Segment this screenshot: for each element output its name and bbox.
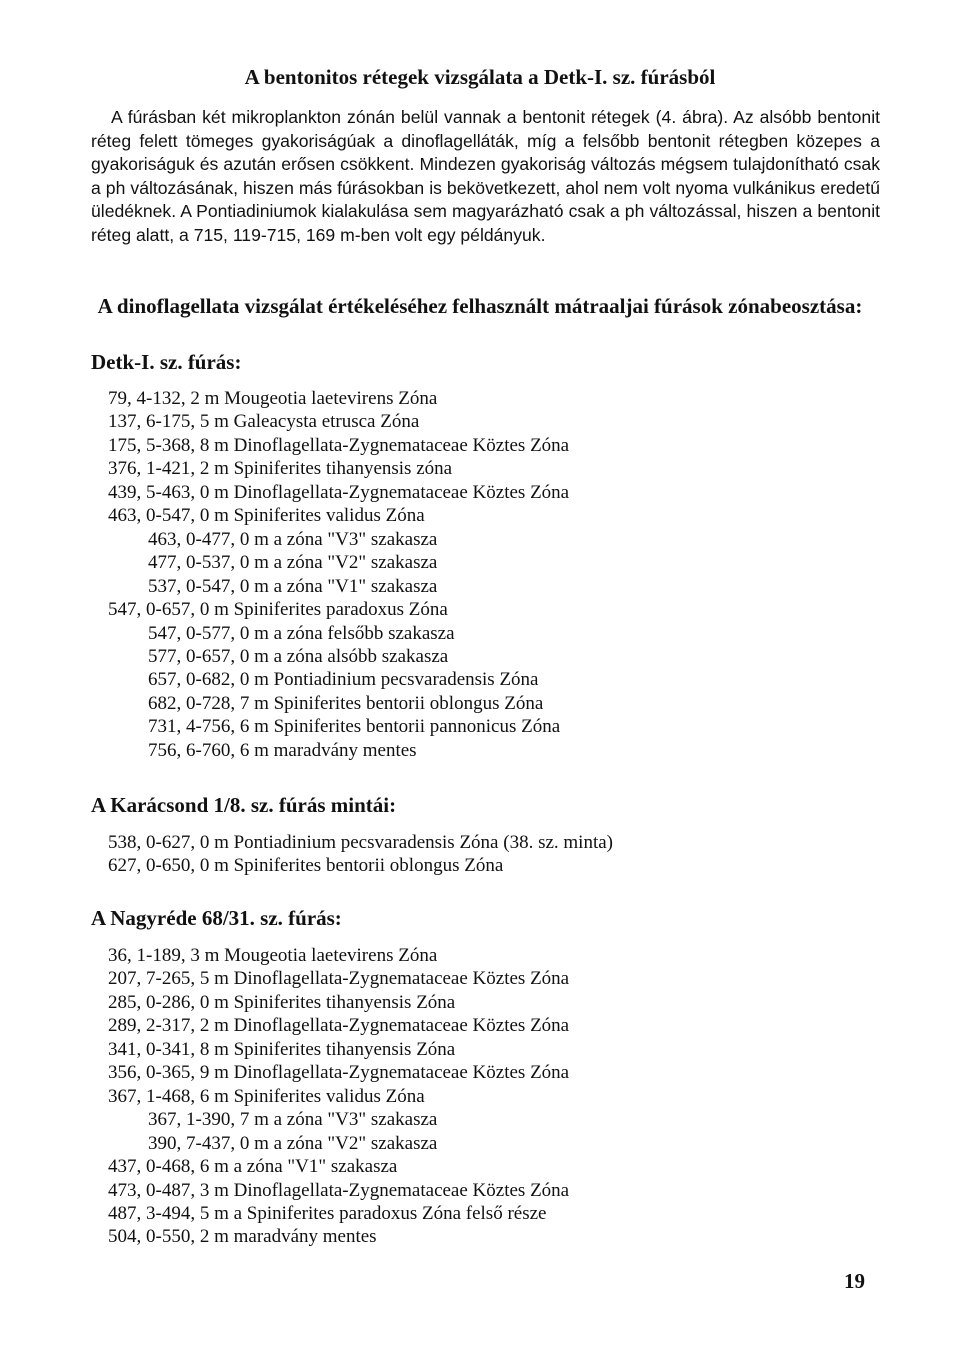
zone-subitem: 731, 4-756, 6 m Spiniferites bentorii pannonicus Zóna bbox=[148, 716, 561, 738]
section-heading-nagyrede: A Nagyréde 68/31. sz. fúrás: bbox=[91, 906, 342, 930]
zone-subitem: 577, 0-657, 0 m a zóna alsóbb szakasza bbox=[148, 645, 449, 667]
zone-item: 367, 1-468, 6 m Spiniferites validus Zóna bbox=[108, 1085, 425, 1107]
zone-item: 538, 0-627, 0 m Pontiadinium pecsvaradensis Zóna (38. sz. minta) bbox=[108, 832, 613, 853]
zone-item: 473, 0-487, 3 m Dinoflagellata-Zygnemataceae Köztes Zóna bbox=[108, 1179, 570, 1201]
zone-item: 463, 0-547, 0 m Spiniferites validus Zóna bbox=[108, 505, 425, 527]
zone-item: 627, 0-650, 0 m Spiniferites bentorii oblongus Zóna bbox=[108, 855, 504, 877]
zone-subitem: 463, 0-477, 0 m a zóna "V3" szakasza bbox=[148, 528, 438, 550]
page-number: 19 bbox=[844, 1269, 865, 1293]
zone-item: 504, 0-550, 2 m maradvány mentes bbox=[108, 1226, 377, 1248]
zonation-subtitle: A dinoflagellata vizsgálat értékeléséhez felhasznált mátraaljai fúrások zónabeosztása: bbox=[97, 294, 863, 318]
section-heading-karacsond: A Karácsond 1/8. sz. fúrás mintái: bbox=[91, 793, 397, 817]
zone-subitem: 547, 0-577, 0 m a zóna felsőbb szakasza bbox=[148, 622, 455, 644]
zone-item: 289, 2-317, 2 m Dinoflagellata-Zygnemataceae Köztes Zóna bbox=[108, 1015, 570, 1037]
zone-item: 487, 3-494, 5 m a Spiniferites paradoxus Zóna felső része bbox=[108, 1202, 547, 1224]
page-title: A bentonitos rétegek vizsgálata a Detk-I. sz. fúrásból bbox=[244, 65, 716, 89]
zone-subitem: 367, 1-390, 7 m a zóna "V3" szakasza bbox=[148, 1109, 438, 1131]
intro-paragraph bbox=[91, 106, 880, 247]
zone-subitem: 682, 0-728, 7 m Spiniferites bentorii oblongus Zóna bbox=[148, 692, 544, 714]
zone-list-karacsond bbox=[108, 831, 613, 878]
zone-item: 207, 7-265, 5 m Dinoflagellata-Zygnemataceae Köztes Zóna bbox=[108, 968, 570, 990]
zone-subitem: 390, 7-437, 0 m a zóna "V2" szakasza bbox=[148, 1132, 438, 1154]
zone-item: 356, 0-365, 9 m Dinoflagellata-Zygnemataceae Köztes Zóna bbox=[108, 1062, 570, 1084]
zone-item: 175, 5-368, 8 m Dinoflagellata-Zygnemataceae Köztes Zóna bbox=[108, 434, 570, 456]
zone-list-nagyrede bbox=[108, 944, 569, 1249]
zone-item: 437, 0-468, 6 m a zóna "V1" szakasza bbox=[108, 1156, 398, 1178]
section-heading-detk: Detk-I. sz. fúrás: bbox=[91, 350, 242, 374]
zone-item: 79, 4-132, 2 m Mougeotia laetevirens Zóna bbox=[108, 388, 438, 409]
zone-subitem: 657, 0-682, 0 m Pontiadinium pecsvaradensis Zóna bbox=[148, 669, 539, 691]
intro-text: A fúrásban két mikroplankton zónán belül vannak a bentonit rétegek (4. ábra). Az alsóbb bentonit réteg felett tömeges gyakoriságúak a dinoflagelláták, míg a felsőbb bentonit rétegben közepes a gyakoriságuk és azután erősen csökkent. Mindezen gyakoriság változás mégsem tulajdonítható csak a ph változásának, hiszen más fúrásokban is bekövetkezett, ahol nem volt nyoma vulkánikus eredetű üledéknek. A Pontiadiniumok kialakulása sem magyarázható csak a ph változással, hiszen a bentonit réteg alatt, a 715, 119-715, 169 m-ben volt egy példányuk. bbox=[91, 107, 880, 245]
zone-item: 137, 6-175, 5 m Galeacysta etrusca Zóna bbox=[108, 411, 420, 433]
zone-item: 547, 0-657, 0 m Spiniferites paradoxus Zóna bbox=[108, 599, 448, 621]
zone-item: 341, 0-341, 8 m Spiniferites tihanyensis Zóna bbox=[108, 1038, 456, 1060]
zone-subitem: 537, 0-547, 0 m a zóna "V1" szakasza bbox=[148, 575, 438, 597]
zone-subitem: 756, 6-760, 6 m maradvány mentes bbox=[148, 739, 417, 761]
zone-item: 439, 5-463, 0 m Dinoflagellata-Zygnemataceae Köztes Zóna bbox=[108, 481, 570, 503]
zone-subitem: 477, 0-537, 0 m a zóna "V2" szakasza bbox=[148, 552, 438, 574]
zone-list-detk bbox=[108, 387, 569, 762]
zone-item: 36, 1-189, 3 m Mougeotia laetevirens Zóna bbox=[108, 945, 438, 966]
zone-item: 285, 0-286, 0 m Spiniferites tihanyensis Zóna bbox=[108, 991, 456, 1013]
zone-item: 376, 1-421, 2 m Spiniferites tihanyensis zóna bbox=[108, 458, 453, 480]
